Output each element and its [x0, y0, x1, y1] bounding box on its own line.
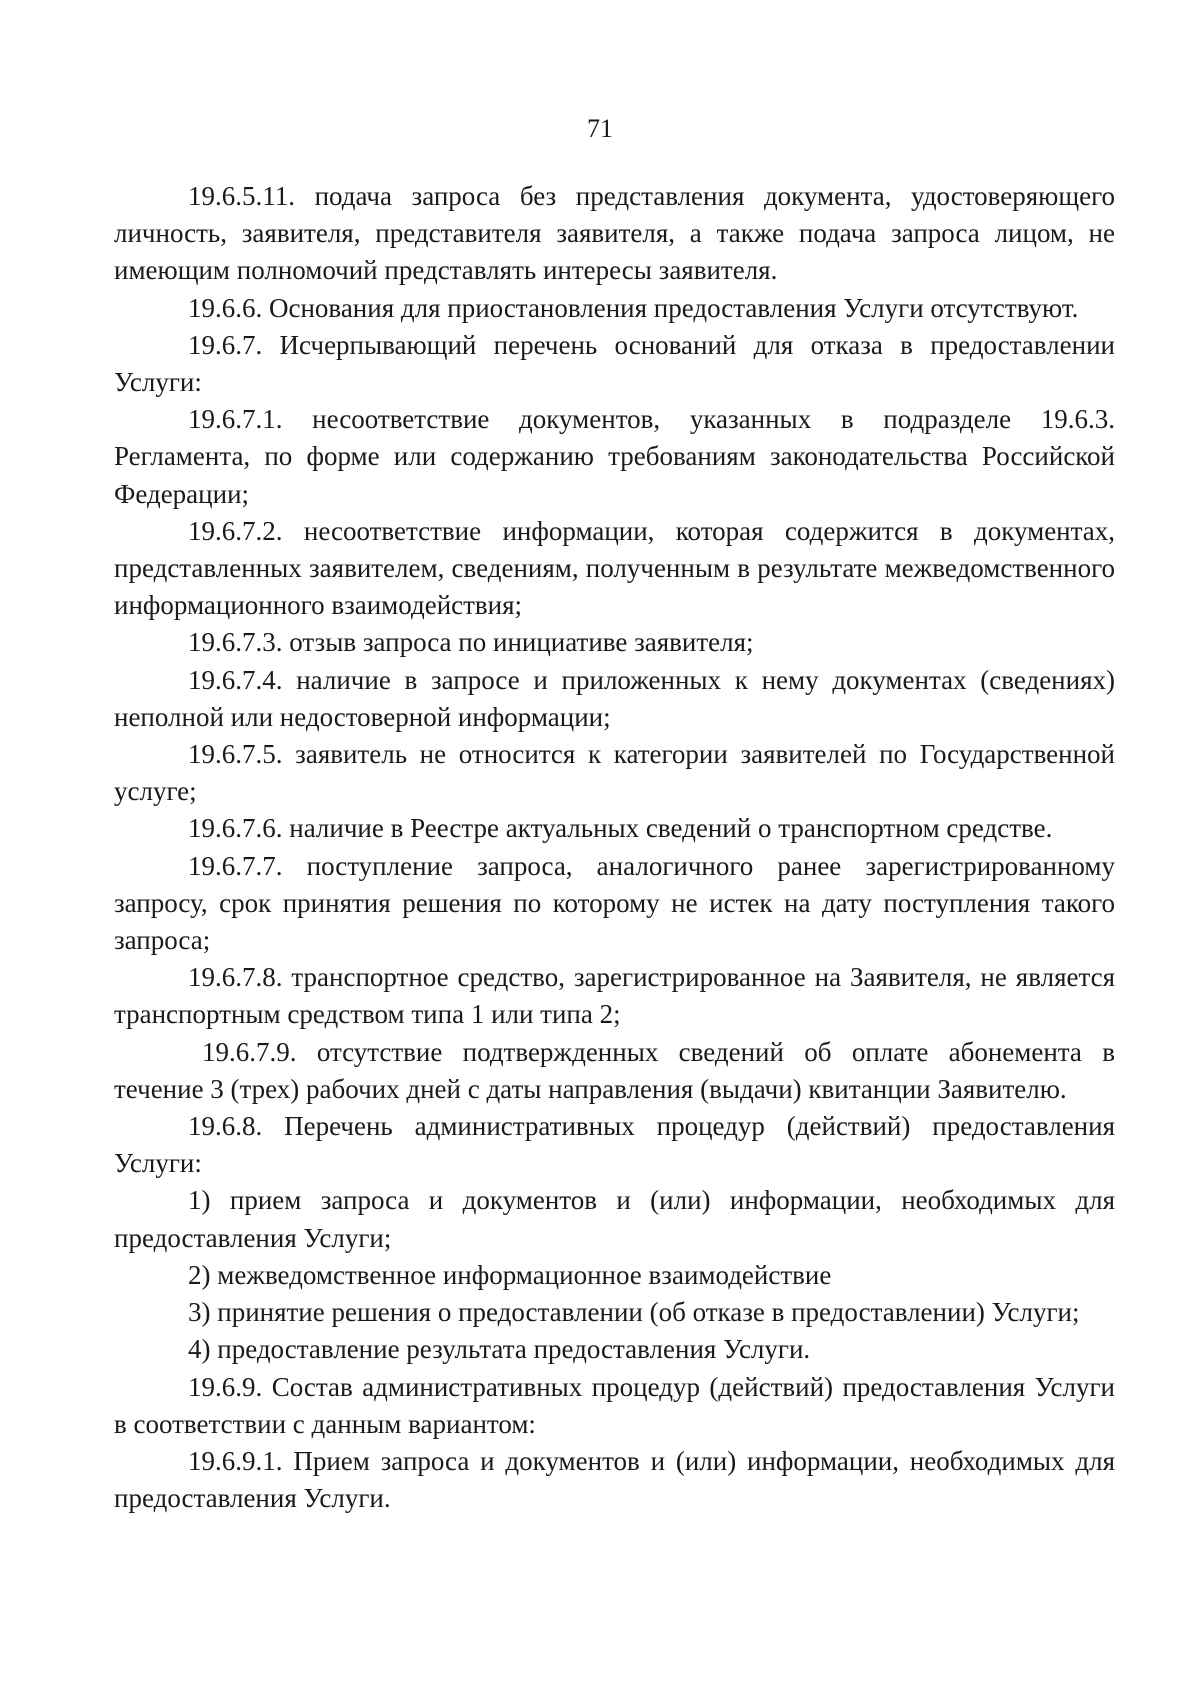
paragraph: 19.6.8. Перечень административных процедур (действий) предоставления Услуги:: [114, 1111, 1115, 1179]
paragraph: 2) межведомственное информационное взаимодействие: [188, 1259, 832, 1290]
paragraph: 19.6.7.8. транспортное средство, зарегистрированное на Заявителя, не является транспортным средством типа 1 или типа 2;: [114, 962, 1115, 1030]
paragraph: 4) предоставление результата предоставления Услуги.: [188, 1334, 811, 1365]
paragraph: 19.6.7.5. заявитель не относится к категории заявителей по Государственной услуге;: [114, 739, 1115, 807]
paragraph: 19.6.5.11. подача запроса без представления документа, удостоверяющего личность, заявителя, представителя заявителя, а также подача запроса лицом, не имеющим полномочий представлять интересы заявителя.: [114, 181, 1115, 286]
paragraph: 19.6.7.9. отсутствие подтвержденных сведений об оплате абонемента в течение 3 (трех) рабочих дней с даты направления (выдачи) квитанции Заявителю.: [114, 1036, 1115, 1104]
paragraph: 19.6.9. Состав административных процедур (действий) предоставления Услуги в соответствии с данным вариантом:: [114, 1371, 1115, 1439]
page-number: 71: [587, 114, 613, 143]
document-body: [114, 178, 1115, 1517]
paragraph: 19.6.6. Основания для приостановления предоставления Услуги отсутствуют.: [188, 292, 1079, 323]
paragraph: 3) принятие решения о предоставлении (об отказе в предоставлении) Услуги;: [188, 1297, 1080, 1328]
paragraph: 19.6.7. Исчерпывающий перечень оснований для отказа в предоставлении Услуги:: [114, 329, 1115, 398]
paragraph: 19.6.7.3. отзыв запроса по инициативе заявителя;: [188, 627, 754, 658]
paragraph: 19.6.7.1. несоответствие документов, указанных в подразделе 19.6.3. Регламента, по форме или содержанию требованиям законодательства Российской Федерации;: [114, 404, 1115, 509]
paragraph: 19.6.9.1. Прием запроса и документов и (или) информации, необходимых для предоставления Услуги.: [114, 1445, 1115, 1514]
paragraph: 19.6.7.6. наличие в Реестре актуальных сведений о транспортном средстве.: [188, 813, 1053, 844]
paragraph: 19.6.7.7. поступление запроса, аналогичного ранее зарегистрированному запросу, срок принятия решения по которому не истек на дату поступления такого запроса;: [114, 850, 1115, 956]
paragraph: 19.6.7.4. наличие в запросе и приложенных к нему документах (сведениях) неполной или недостоверной информации;: [114, 664, 1115, 732]
paragraph: 19.6.7.2. несоответствие информации, которая содержится в документах, представленных заявителем, сведениям, полученным в результате межведомственного информационного взаимодействия;: [114, 515, 1115, 621]
paragraph: 1) прием запроса и документов и (или) информации, необходимых для предоставления Услуги;: [114, 1185, 1115, 1253]
